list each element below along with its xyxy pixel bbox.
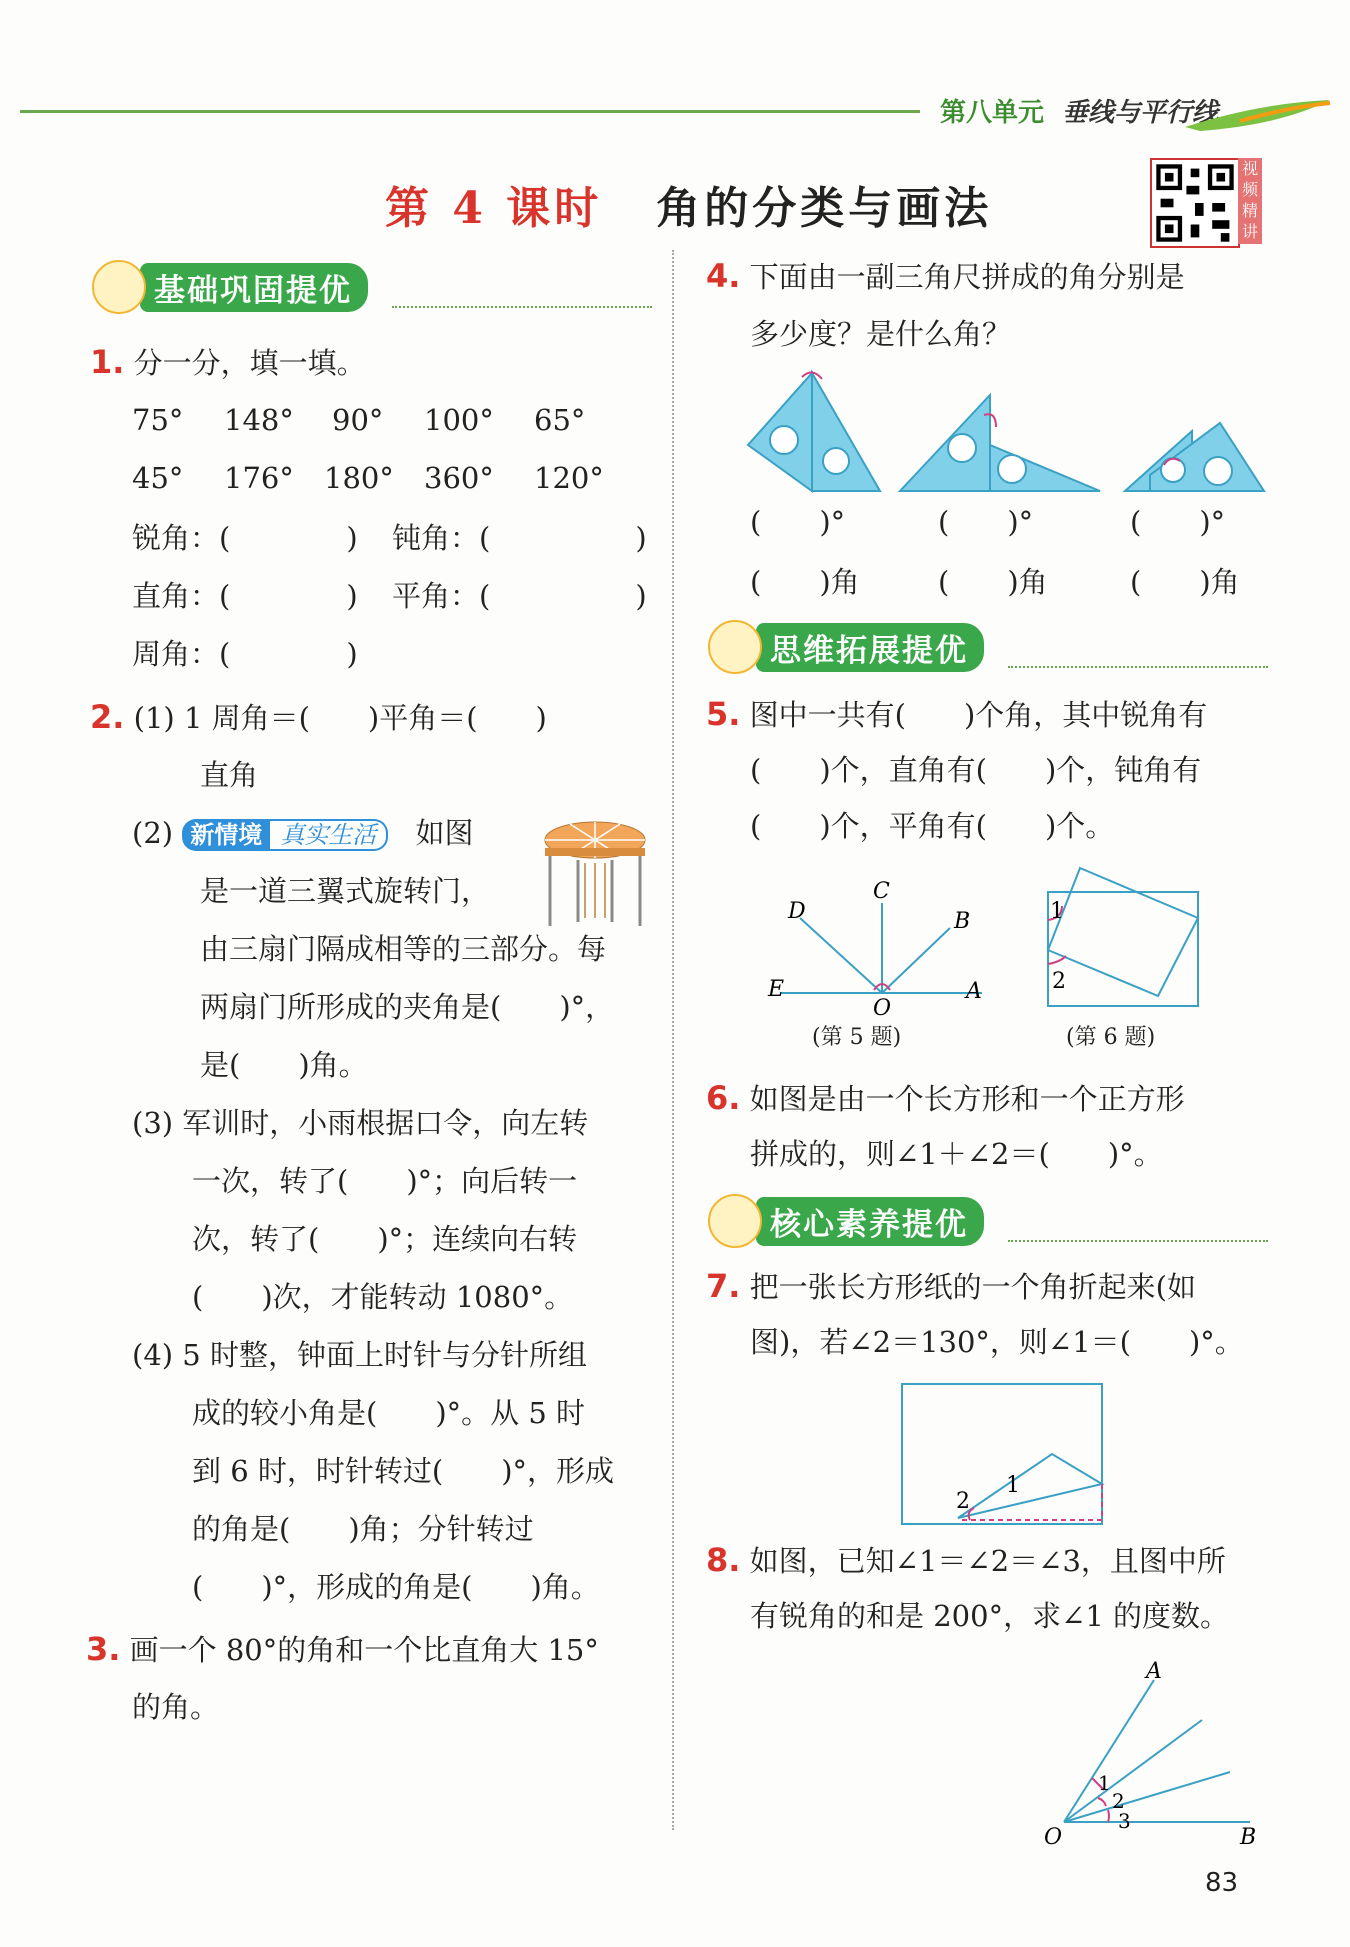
sprout-icon xyxy=(708,620,762,674)
q2-p4b: 成的较小角是( )°。从 5 时 xyxy=(192,1396,586,1430)
section-basic xyxy=(92,266,652,308)
q1-straight: 平角：( ) xyxy=(392,579,647,613)
q5-angle-figure xyxy=(760,878,1000,1018)
trophy-icon xyxy=(708,1194,762,1248)
q2-p4d: 的角是( )角；分针转过 xyxy=(192,1512,534,1546)
qr-code-icon xyxy=(1150,158,1240,248)
q8-label-3: 3 xyxy=(1118,1809,1131,1833)
q4-kind-2: ( )角 xyxy=(938,565,1048,599)
sun-icon xyxy=(92,260,146,314)
q2-p3a: (3) 军训时，小雨根据口令，向左转 xyxy=(132,1106,589,1140)
q6: 6. 如图是由一个长方形和一个正方形 xyxy=(706,1079,1185,1117)
section-title: 核心素养提优 xyxy=(756,1197,984,1246)
q2: 2. (1) 1 周角＝( )平角＝( ) xyxy=(90,698,547,736)
q1: 1. 分一分，填一填。 xyxy=(90,343,366,381)
q5: 5. 图中一共有( )个角，其中锐角有 xyxy=(706,695,1208,733)
q4-deg-1: ( )° xyxy=(750,505,846,539)
header-rule xyxy=(20,110,920,113)
q4-deg-3: ( )° xyxy=(1130,505,1226,539)
section-title: 思维拓展提优 xyxy=(756,623,984,672)
q6-label-2: 2 xyxy=(1052,969,1066,994)
q4-kind-1: ( )角 xyxy=(750,565,860,599)
label-E: E xyxy=(768,977,785,1002)
q8-label-O: O xyxy=(1044,1825,1063,1850)
q6-b: 拼成的，则∠1＋∠2＝( )°。 xyxy=(750,1137,1163,1171)
qr-label: 视频精讲 xyxy=(1238,158,1262,244)
set-square-figures xyxy=(740,365,1270,500)
q2-p2e: 是( )角。 xyxy=(200,1048,368,1082)
q5-caption: (第 5 题) xyxy=(812,1025,902,1050)
topic-label: 垂线与平行线 xyxy=(1062,98,1219,128)
section-title: 基础巩固提优 xyxy=(140,263,368,312)
q3-b: 的角。 xyxy=(132,1690,220,1724)
q6-caption: (第 6 题) xyxy=(1066,1025,1156,1050)
q4-deg-2: ( )° xyxy=(938,505,1034,539)
page-number: 83 xyxy=(1205,1868,1239,1898)
lesson-name: 角的分类与画法 xyxy=(656,183,993,234)
q4: 4. 下面由一副三角尺拼成的角分别是 xyxy=(706,257,1185,295)
q2-p2b: 是一道三翼式旋转门， xyxy=(200,874,491,908)
q7-label-1: 1 xyxy=(1006,1473,1020,1498)
q8: 8. 如图，已知∠1＝∠2＝∠3，且图中所 xyxy=(706,1541,1226,1579)
section-core xyxy=(708,1200,1268,1242)
unit-header xyxy=(940,92,1218,129)
q8-label-2: 2 xyxy=(1112,1789,1125,1813)
q2-p4a: (4) 5 时整，钟面上时针与分针所组 xyxy=(132,1338,587,1372)
label-A: A xyxy=(966,979,982,1004)
q2-p1b: 直角 xyxy=(200,758,259,792)
q3: 3. 画一个 80°的角和一个比直角大 15° xyxy=(86,1630,599,1668)
revolving-door-image xyxy=(540,818,650,930)
section-thinking xyxy=(708,626,1268,668)
q8-label-A: A xyxy=(1146,1660,1162,1684)
q5-b: ( )个，直角有( )个，钝角有 xyxy=(750,753,1202,787)
q7: 7. 把一张长方形纸的一个角折起来(如 xyxy=(706,1267,1196,1305)
q6-figure xyxy=(1040,858,1210,1018)
q1-acute: 锐角：( ) xyxy=(132,521,358,555)
q7-b: 图)，若∠2＝130°，则∠1＝( )°。 xyxy=(750,1325,1244,1359)
lesson-number: 第 4 课时 xyxy=(385,183,603,234)
leaf-swoosh-icon xyxy=(1180,95,1340,135)
q2-p2c: 由三扇门隔成相等的三部分。每 xyxy=(200,932,607,966)
q1-right: 直角：( ) xyxy=(132,579,358,613)
q2-p3d: ( )次，才能转动 1080°。 xyxy=(192,1280,574,1314)
q2-p3b: 一次，转了( )°；向后转一 xyxy=(192,1164,578,1198)
q8-b: 有锐角的和是 200°，求∠1 的度数。 xyxy=(750,1599,1230,1633)
column-divider xyxy=(672,250,674,1830)
q2-p4e: ( )°，形成的角是( )角。 xyxy=(192,1570,600,1604)
unit-label: 第八单元 xyxy=(940,98,1045,128)
q5-c: ( )个，平角有( )个。 xyxy=(750,809,1115,843)
label-D: D xyxy=(788,899,806,924)
q2-p4c: 到 6 时，时针转过( )°，形成 xyxy=(192,1454,615,1488)
q4-b: 多少度？是什么角？ xyxy=(750,317,1012,351)
q2-p3c: 次，转了( )°；连续向右转 xyxy=(192,1222,578,1256)
page-title xyxy=(385,172,992,236)
q2-p2d: 两扇门所形成的夹角是( )°， xyxy=(200,990,615,1024)
q1-obtuse: 钝角：( ) xyxy=(392,521,647,555)
q4-kind-3: ( )角 xyxy=(1130,565,1240,599)
q6-label-1: 1 xyxy=(1050,899,1064,924)
q2-p2-head: (2) 新情境 真实生活 如图 xyxy=(132,813,474,855)
q7-label-2: 2 xyxy=(956,1489,970,1514)
q8-label-B: B xyxy=(1240,1825,1257,1850)
label-C: C xyxy=(873,879,890,904)
q1-full: 周角：( ) xyxy=(132,637,358,671)
scenario-tag: 新情境 真实生活 xyxy=(182,815,388,855)
label-O: O xyxy=(873,996,892,1018)
q8-label-1: 1 xyxy=(1098,1771,1111,1795)
q8-angle-figure xyxy=(1034,1660,1264,1850)
q7-folded-paper-figure xyxy=(900,1380,1110,1530)
label-B: B xyxy=(954,909,971,934)
